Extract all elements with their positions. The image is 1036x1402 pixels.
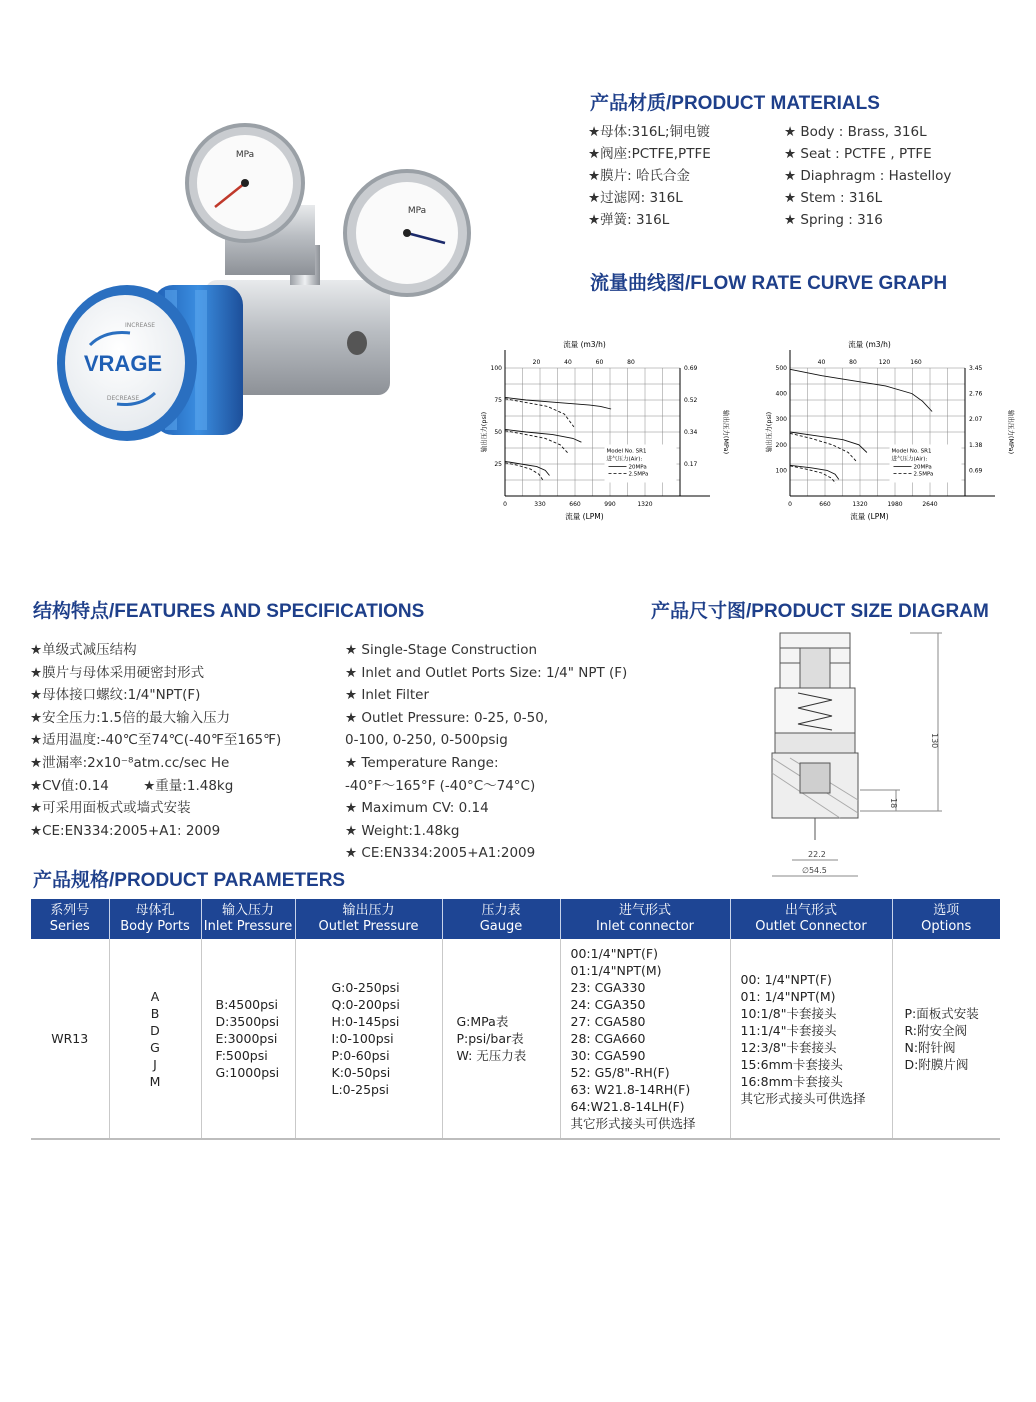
- x-tick-label: 2640: [922, 501, 938, 508]
- list-item: 63: W21.8-14RH(F): [570, 1082, 691, 1097]
- feature-en-item: ★ Outlet Pressure: 0-25, 0-50,: [345, 709, 549, 726]
- material-cn-item: ★弹簧: 316L: [588, 212, 670, 228]
- list-item: Q:0-200psi: [331, 997, 400, 1012]
- series-line: [505, 431, 569, 454]
- cell-outlet-pressure: [295, 939, 442, 1139]
- list-item: D: [150, 1022, 160, 1038]
- x-tick-label: 330: [534, 501, 546, 508]
- knob-increase-label: INCREASE: [124, 322, 156, 329]
- materials-en-list: [784, 121, 951, 231]
- legend-item: 20MPa: [628, 464, 647, 471]
- size-diagram-title: 产品尺寸图/PRODUCT SIZE DIAGRAM: [651, 601, 989, 622]
- list-item: 52: G5/8"-RH(F): [570, 1065, 670, 1080]
- list-item: N:附针阀: [904, 1039, 956, 1055]
- dim-diameter: ∅54.5: [802, 866, 827, 875]
- list-item: A: [150, 988, 160, 1004]
- series-line: [505, 463, 543, 481]
- gauge-1: [187, 125, 315, 275]
- list-item: D:附膜片阀: [904, 1056, 969, 1072]
- list-item: J: [153, 1056, 157, 1072]
- list-item: H:0-145psi: [331, 1014, 400, 1029]
- x-top-tick-label: 40: [817, 359, 826, 366]
- flow-chart-2: [765, 334, 1015, 524]
- col-gauge: 压力表 Gauge: [442, 899, 560, 939]
- list-item: 28: CGA660: [570, 1031, 646, 1046]
- flow-chart-1: [480, 334, 730, 524]
- list-item: E:3000psi: [215, 1031, 278, 1046]
- feature-en-item: ★ Inlet Filter: [345, 687, 430, 704]
- series-line: [505, 429, 581, 442]
- x-tick-label: 0: [788, 501, 792, 508]
- list-item: R:附安全阀: [904, 1022, 968, 1038]
- legend-item: 2.5MPa: [628, 471, 649, 478]
- y2-tick-label: 0.34: [684, 429, 698, 436]
- list-item: 01:1/4"NPT(M): [570, 963, 662, 978]
- legend-item: 2.5MPa: [913, 471, 934, 478]
- features-en-list: [345, 639, 627, 865]
- list-item: 24: CGA350: [570, 997, 646, 1012]
- y2-axis-label: 输出压力(MPa): [722, 409, 730, 455]
- list-item: D:3500psi: [215, 1014, 280, 1029]
- feature-cn-item: ★CE:EN334:2005+A1: 2009: [30, 822, 221, 839]
- series-line: [790, 369, 932, 411]
- list-item: G:MPa表: [456, 1014, 509, 1029]
- material-cn-item: ★阀座:PCTFE,PTFE: [588, 146, 711, 162]
- col-inlet-connector: 进气形式 Inlet connector: [560, 899, 730, 939]
- col-outlet-pressure: 输出压力 Outlet Pressure: [295, 899, 442, 939]
- feature-en-item: 0-100, 0-250, 0-500psig: [345, 732, 508, 749]
- features-cn-list: [30, 639, 281, 842]
- materials-title: 产品材质/PRODUCT MATERIALS: [590, 93, 880, 114]
- y-tick-label: 100: [775, 467, 787, 475]
- cell-gauge: [442, 939, 560, 1139]
- gauge2-unit: MPa: [407, 206, 427, 216]
- feature-cn-item: ★可采用面板式或墙式安装: [30, 800, 191, 817]
- x-tick-label: 660: [819, 501, 831, 508]
- x-top-tick-label: 80: [627, 359, 635, 366]
- list-item: G: [150, 1039, 160, 1055]
- list-item: F:500psi: [215, 1048, 268, 1063]
- list-item: 00: 1/4"NPT(F): [740, 971, 832, 987]
- y2-tick-label: 3.45: [969, 365, 983, 372]
- cell-options: [892, 939, 1000, 1139]
- series-line: [505, 397, 611, 409]
- materials-cn-list: [588, 121, 711, 231]
- x-tick-label: 660: [569, 501, 581, 508]
- col-options: 选项 Options: [892, 899, 1000, 939]
- legend-gas: 进气压力(Air):: [606, 456, 643, 463]
- y2-tick-label: 0.17: [684, 461, 698, 468]
- x-top-tick-label: 20: [532, 359, 541, 366]
- list-item: 10:1/8"卡套接头: [740, 1005, 837, 1021]
- flow-title: 流量曲线图/FLOW RATE CURVE GRAPH: [590, 273, 948, 294]
- y-tick-label: 75: [494, 397, 502, 404]
- col-series: 系列号 Series: [31, 899, 109, 939]
- feature-cn-item: ★膜片与母体采用硬密封形式: [30, 664, 205, 681]
- list-item: G:1000psi: [215, 1065, 280, 1080]
- list-item: K:0-50psi: [331, 1065, 391, 1080]
- chart-top-title: 流量 (m3/h): [563, 340, 606, 349]
- material-cn-item: ★过滤网: 316L: [588, 190, 683, 206]
- x-tick-label: 1980: [887, 501, 903, 508]
- list-item: 23: CGA330: [570, 980, 646, 995]
- x-tick-label: 990: [604, 501, 616, 508]
- list-item: 01: 1/4"NPT(M): [740, 988, 836, 1004]
- gauge-2: [345, 171, 469, 295]
- y-tick-label: 25: [494, 461, 502, 468]
- params-table: [31, 899, 1000, 1139]
- y-tick-label: 500: [775, 365, 787, 372]
- x-axis-label: 流量 (LPM): [565, 512, 604, 521]
- list-item: M: [149, 1073, 161, 1089]
- cell-body-ports: [109, 939, 201, 1139]
- gauge1-unit: MPa: [235, 150, 255, 160]
- y2-tick-label: 2.76: [969, 390, 983, 398]
- material-en-item: ★ Spring : 316: [784, 212, 883, 228]
- feature-cn-item: ★适用温度:-40℃至74℃(-40℉至165℉): [30, 732, 282, 749]
- list-item: 30: CGA590: [570, 1048, 646, 1063]
- list-item: 其它形式接头可供选择: [740, 1090, 866, 1106]
- list-item: G:0-250psi: [331, 980, 400, 995]
- material-cn-item: ★母体:316L;铜电镀: [588, 124, 710, 140]
- y2-tick-label: 1.38: [969, 441, 983, 449]
- y2-tick-label: 0.69: [969, 467, 983, 475]
- knob-decrease-label: DECREASE: [106, 395, 140, 402]
- list-item: 11:1/4"卡套接头: [740, 1022, 837, 1038]
- y-tick-label: 300: [775, 416, 787, 424]
- y2-tick-label: 0.69: [684, 365, 698, 372]
- x-top-tick-label: 80: [849, 359, 857, 366]
- feature-cn-item: ★安全压力:1.5倍的最大输入压力: [30, 709, 231, 726]
- list-item: 16:8mm卡套接头: [740, 1073, 843, 1089]
- list-item: B:4500psi: [215, 997, 279, 1012]
- params-title: 产品规格/PRODUCT PARAMETERS: [33, 870, 346, 891]
- col-outlet-connector: 出气形式 Outlet Connector: [730, 899, 892, 939]
- list-item: 12:3/8"卡套接头: [740, 1039, 837, 1055]
- material-en-item: ★ Diaphragm : Hastelloy: [784, 168, 952, 184]
- list-item: 其它形式接头可供选择: [570, 1116, 696, 1131]
- x-top-tick-label: 40: [564, 359, 572, 366]
- series-line: [790, 432, 867, 453]
- legend-item: 20MPa: [913, 464, 932, 471]
- feature-cn-item: ★CV值:0.14 ★重量:1.48kg: [30, 777, 234, 794]
- feature-en-item: ★ Inlet and Outlet Ports Size: 1/4" NPT (F): [345, 664, 628, 681]
- params-table-wrap: [31, 899, 1000, 1140]
- legend-model: Model No. SR1: [606, 448, 647, 455]
- y-tick-label: 400: [775, 390, 787, 398]
- y-axis-label: 输出压力(psi): [765, 411, 773, 453]
- y2-axis-label: 输出压力(MPa): [1007, 409, 1015, 455]
- list-item: 15:6mm卡套接头: [740, 1056, 843, 1072]
- material-en-item: ★ Seat : PCTFE , PTFE: [784, 146, 932, 162]
- feature-en-item: ★ Weight:1.48kg: [345, 822, 460, 839]
- x-top-tick-label: 120: [878, 359, 891, 366]
- size-diagram: [760, 628, 960, 883]
- list-item: 00:1/4"NPT(F): [570, 946, 658, 961]
- feature-en-item: ★ Maximum CV: 0.14: [345, 800, 489, 817]
- list-item: L:0-25psi: [331, 1082, 389, 1097]
- feature-en-item: ★ Single-Stage Construction: [345, 642, 538, 658]
- table-row: [31, 939, 1000, 1139]
- list-item: B: [150, 1005, 160, 1021]
- list-item: 27: CGA580: [570, 1014, 646, 1029]
- list-item: P:面板式安装: [904, 1005, 979, 1021]
- product-image: [45, 95, 485, 475]
- x-tick-label: 1320: [852, 501, 868, 508]
- cell-inlet-connector: [560, 939, 730, 1139]
- x-top-tick-label: 60: [595, 359, 604, 366]
- chart-top-title: 流量 (m3/h): [848, 340, 891, 349]
- x-tick-label: 1320: [637, 501, 653, 508]
- legend-gas: 进气压力(Air):: [891, 456, 928, 463]
- y-axis-label: 输出压力(psi): [480, 411, 488, 453]
- col-inlet-pressure: 输入压力 Inlet Pressure: [201, 899, 295, 939]
- brand-logo: VRAGE: [83, 351, 163, 376]
- feature-cn-item: ★单级式减压结构: [30, 642, 137, 658]
- material-en-item: ★ Stem : 316L: [784, 190, 883, 206]
- y-tick-label: 50: [494, 429, 502, 436]
- series-line: [505, 461, 550, 475]
- y-tick-label: 200: [775, 441, 787, 449]
- feature-en-item: ★ CE:EN334:2005+A1:2009: [345, 845, 536, 862]
- cell-series: WR13: [31, 939, 109, 1139]
- dim-height: 130: [930, 733, 939, 749]
- x-tick-label: 0: [503, 501, 507, 508]
- y-tick-label: 100: [490, 365, 502, 372]
- material-cn-item: ★膜片: 哈氏合金: [588, 168, 690, 184]
- list-item: P:0-60psi: [331, 1048, 390, 1063]
- dim-port-height: 18: [889, 798, 898, 809]
- features-title: 结构特点/FEATURES AND SPECIFICATIONS: [33, 601, 425, 622]
- feature-en-item: ★ Temperature Range:: [345, 754, 499, 771]
- y2-tick-label: 2.07: [969, 416, 983, 424]
- cell-outlet-connector: [730, 939, 892, 1139]
- list-item: P:psi/bar表: [456, 1031, 524, 1046]
- y2-tick-label: 0.52: [684, 397, 698, 404]
- cell-inlet-pressure: [201, 939, 295, 1139]
- material-en-item: ★ Body : Brass, 316L: [784, 124, 927, 140]
- table-header-row: [31, 899, 1000, 939]
- dim-port-spacing: 22.2: [808, 850, 826, 859]
- feature-en-item: -40°F～165°F (-40°C～74°C): [345, 777, 536, 794]
- list-item: W: 无压力表: [456, 1048, 527, 1063]
- feature-cn-item: ★泄漏率:2x10⁻⁸atm.cc/sec He: [30, 754, 230, 771]
- list-item: I:0-100psi: [331, 1031, 394, 1046]
- x-top-tick-label: 160: [910, 359, 922, 366]
- col-body-ports: 母体孔 Body Ports: [109, 899, 201, 939]
- legend-model: Model No. SR1: [891, 448, 932, 455]
- feature-cn-item: ★母体接口螺纹:1/4"NPT(F): [30, 687, 201, 704]
- adjust-knob: [57, 285, 243, 441]
- series-line: [790, 433, 856, 461]
- x-axis-label: 流量 (LPM): [850, 512, 889, 521]
- list-item: 64:W21.8-14LH(F): [570, 1099, 685, 1114]
